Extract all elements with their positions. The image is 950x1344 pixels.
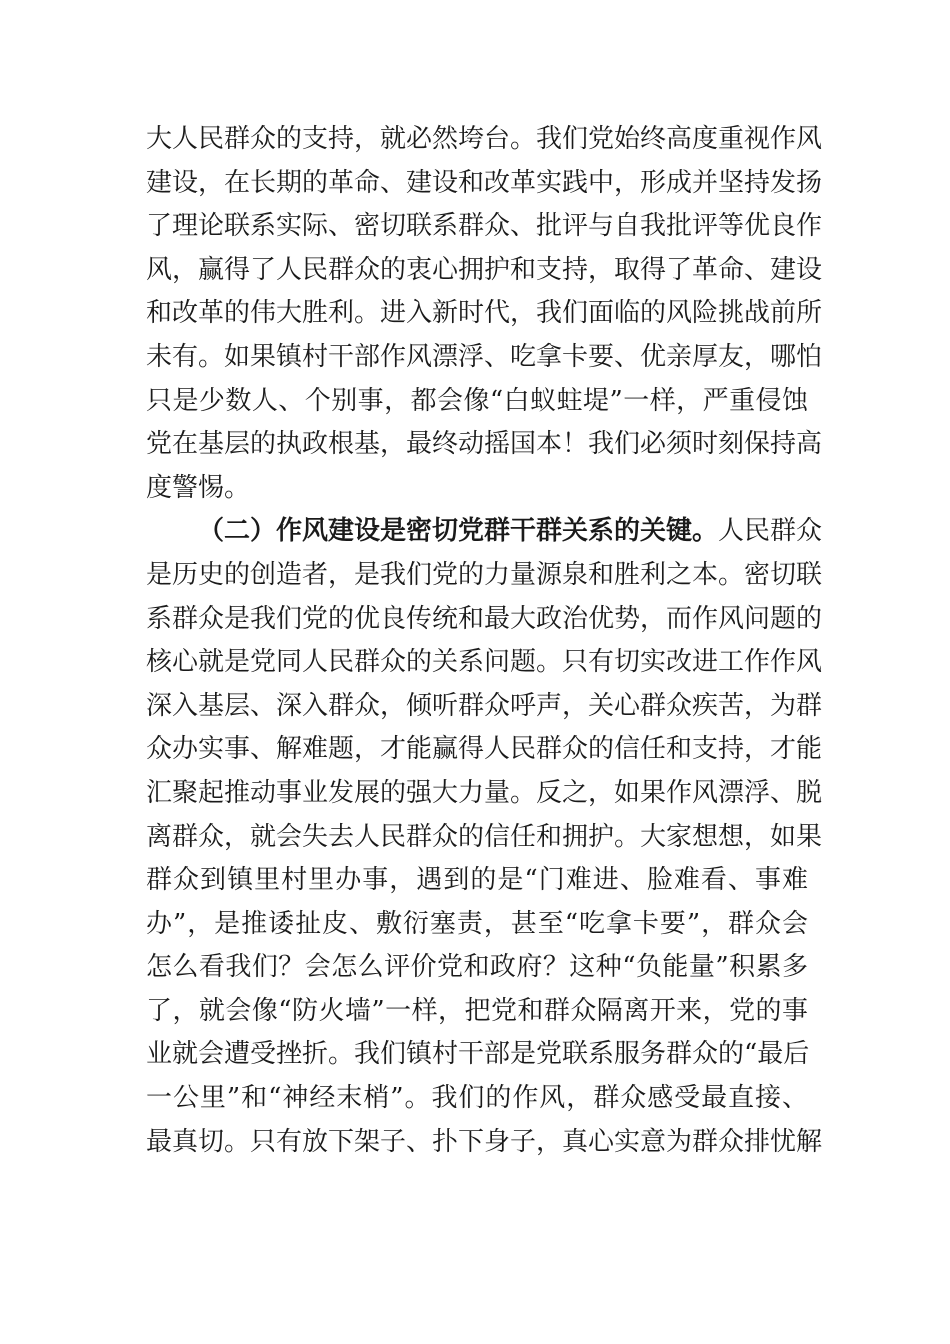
text-line: 离群众，就会失去人民群众的信任和拥护。大家想想，如果 (146, 821, 823, 852)
text-line: 汇聚起推动事业发展的强大力量。反之，如果作风漂浮、脱 (146, 777, 823, 808)
text-line: 大人民群众的支持，就必然垮台。我们党始终高度重视作风 (146, 124, 823, 154)
text-line: 是历史的创造者，是我们党的力量源泉和胜利之本。密切联 (146, 559, 823, 590)
text-line: 办”，是推诿扯皮、敷衍塞责，甚至“吃拿卡要”，群众会 (146, 908, 808, 939)
text-line: 了理论联系实际、密切联系群众、批评与自我批评等优良作 (146, 211, 823, 242)
text-line: 党在基层的执政根基，最终动摇国本！我们必须时刻保持高 (146, 429, 823, 460)
text-line: 群众到镇里村里办事，遇到的是“门难进、脸难看、事难 (146, 865, 808, 896)
text-line: 深入基层、深入群众，倾听群众呼声，关心群众疾苦，为群 (146, 690, 823, 721)
text-line: 怎么看我们？会怎么评价党和政府？这种“负能量”积累多 (146, 952, 808, 983)
text-line: 一公里”和“神经末梢”。我们的作风，群众感受最直接、 (146, 1083, 808, 1114)
text-line: 核心就是党同人民群众的关系问题。只有切实改进工作作风 (146, 647, 823, 678)
text-line: 建设，在长期的革命、建设和改革实践中，形成并坚持发扬 (146, 167, 823, 198)
text-line: 只是少数人、个别事，都会像“白蚁蛀堤”一样，严重侵蚀 (146, 385, 808, 416)
text-line: 最真切。只有放下架子、扑下身子，真心实意为群众排忧解 (146, 1126, 823, 1157)
text-line: 系群众是我们党的优良传统和最大政治优势，而作风问题的 (146, 603, 823, 634)
document-body (146, 118, 823, 1164)
text-line: 风，赢得了人民群众的衷心拥护和支持，取得了革命、建设 (146, 254, 823, 285)
text-line: 业就会遭受挫折。我们镇村干部是党联系服务群众的“最后 (146, 1039, 810, 1070)
section-heading-line (146, 510, 823, 554)
text-line: 众办实事、解难题，才能赢得人民群众的信任和支持，才能 (146, 734, 823, 765)
text-line: 了，就会像“防火墙”一样，把党和群众隔离开来，党的事 (146, 995, 808, 1026)
text-fragment: 人民群众 (718, 516, 823, 547)
text-line: 和改革的伟大胜利。进入新时代，我们面临的风险挑战前所 (146, 298, 823, 329)
section-heading: （二）作风建设是密切党群干群关系的关键。 (198, 516, 719, 547)
text-line: 未有。如果镇村干部作风漂浮、吃拿卡要、优亲厚友，哪怕 (146, 341, 823, 372)
text-line: 度警惕。 (146, 472, 251, 503)
